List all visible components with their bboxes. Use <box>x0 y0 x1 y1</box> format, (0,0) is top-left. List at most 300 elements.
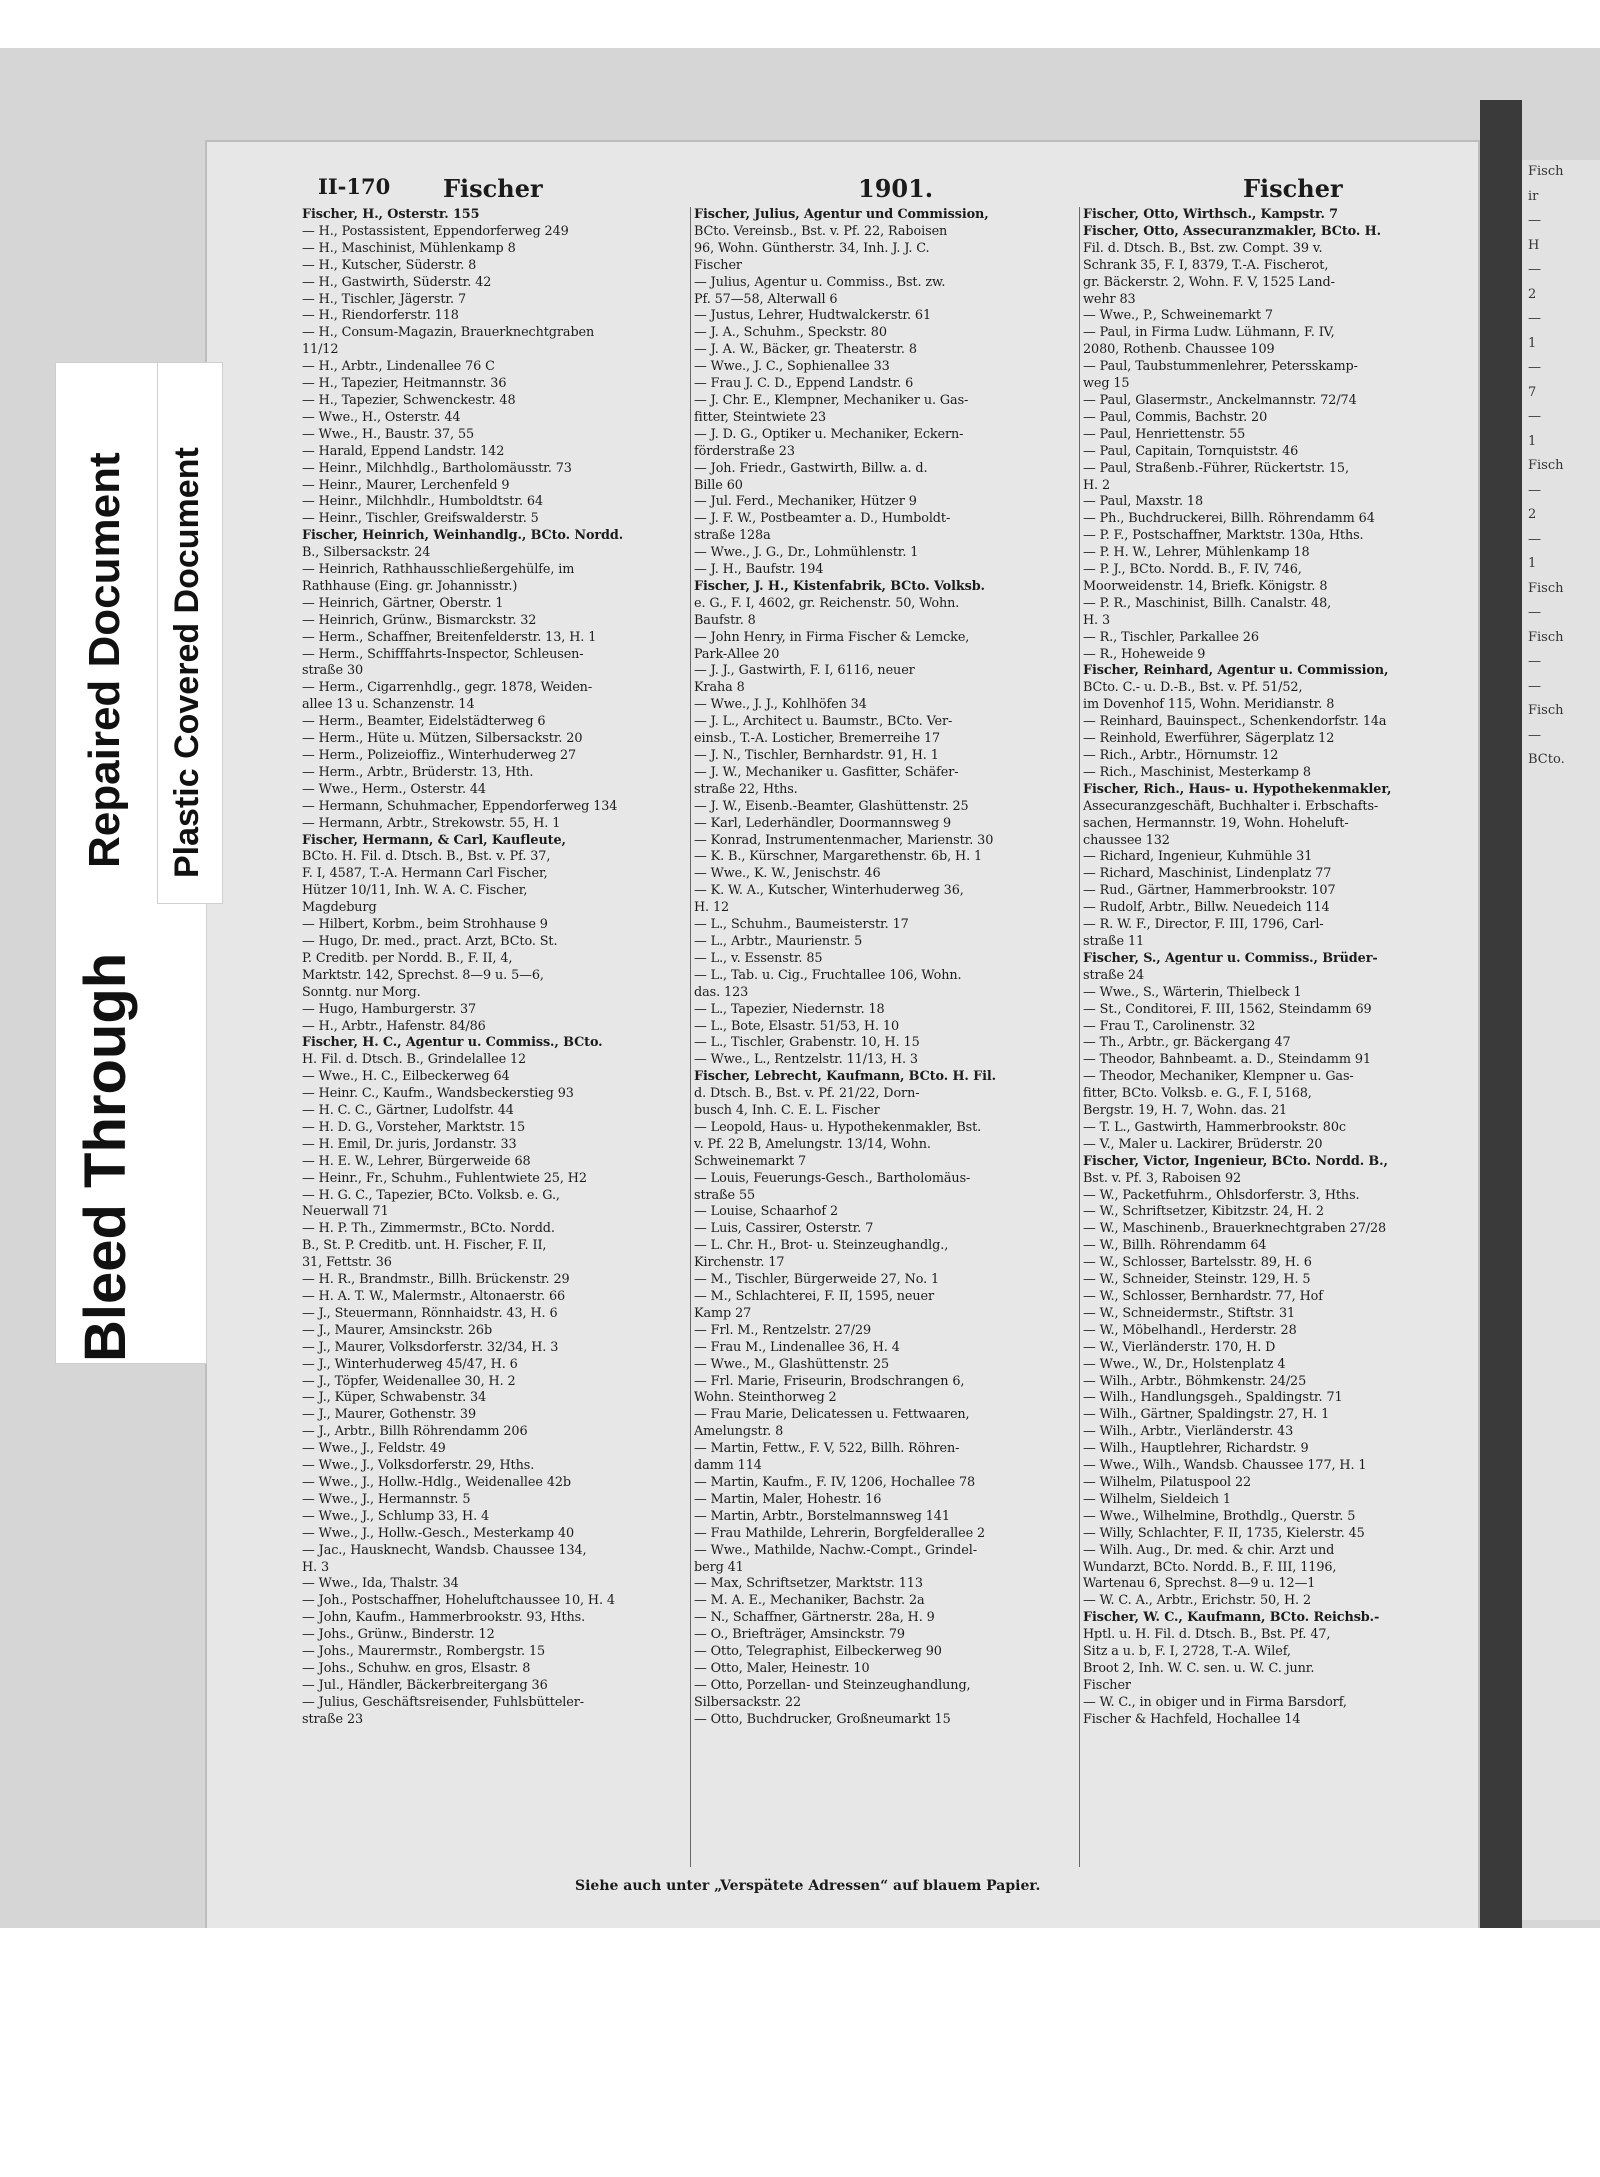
directory-entry: — Reinhold, Ewerführer, Sägerplatz 12 <box>1083 731 1335 747</box>
directory-entry: — Heinr., Maurer, Lerchenfeld 9 <box>302 477 510 493</box>
directory-entry: Fischer, Otto, Assecuranzmakler, BCto. H. <box>1083 223 1381 239</box>
directory-entry: — Wwe., K. W., Jenischstr. 46 <box>694 866 881 882</box>
directory-entry: Fischer, Heinrich, Weinhandlg., BCto. Nordd. <box>302 528 624 544</box>
directory-entry: Silbersackstr. 22 <box>694 1694 802 1710</box>
directory-entry: — H. P. Th., Zimmermstr., BCto. Nordd. <box>302 1221 555 1237</box>
directory-entry: berg 41 <box>694 1559 744 1575</box>
directory-entry: — Wwe., M., Glashüttenstr. 25 <box>694 1356 890 1372</box>
directory-entry: Neuerwall 71 <box>302 1204 389 1220</box>
directory-entry: H. 3 <box>1083 612 1111 628</box>
directory-entry: — Martin, Arbtr., Borstelmannsweg 141 <box>694 1508 950 1524</box>
directory-entry: — W., Maschinenb., Brauerknechtgraben 27/28 <box>1083 1221 1387 1237</box>
repaired-document-label: Repaired Document <box>80 452 129 868</box>
footer-note: Siehe auch unter „Verspätete Adressen“ auf blauem Papier. <box>575 1878 1041 1894</box>
next-page-fragment: — <box>1528 360 1541 375</box>
directory-entry: F. I, 4587, T.-A. Hermann Carl Fischer, <box>302 866 548 882</box>
directory-entry: — Johs., Schuhw. en gros, Elsastr. 8 <box>302 1660 531 1676</box>
next-page-fragment: Fisch <box>1528 164 1564 179</box>
next-page-fragment: 1 <box>1528 556 1537 571</box>
directory-entry: — O., Briefträger, Amsinckstr. 79 <box>694 1627 905 1643</box>
directory-entry: — Frl. M., Rentzelstr. 27/29 <box>694 1322 872 1338</box>
directory-entry: — Ph., Buchdruckerei, Billh. Röhrendamm 64 <box>1083 511 1375 527</box>
directory-entry: Fischer, W. C., Kaufmann, BCto. Reichsb.- <box>1083 1610 1380 1626</box>
directory-entry: — H. R., Brandmstr., Billh. Brückenstr. 29 <box>302 1272 570 1288</box>
header-right-name: Fischer <box>1243 174 1343 203</box>
directory-entry: — W., Schlosser, Bartelsstr. 89, H. 6 <box>1083 1255 1312 1271</box>
page-number: II-170 <box>318 174 391 199</box>
directory-entry: — Paul, Straßenb.-Führer, Rückertstr. 15, <box>1083 460 1349 476</box>
directory-entry: — Wwe., H., Osterstr. 44 <box>302 409 461 425</box>
directory-entry: — Rudolf, Arbtr., Billw. Neuedeich 114 <box>1083 900 1330 916</box>
directory-entry: — T. L., Gastwirth, Hammerbrookstr. 80c <box>1083 1119 1346 1135</box>
directory-entry: — Wilh., Hauptlehrer, Richardstr. 9 <box>1083 1441 1309 1457</box>
next-page-fragment: — <box>1528 605 1541 620</box>
directory-entry: — Wwe., Wilhelmine, Brothdlg., Querstr. 5 <box>1083 1508 1356 1524</box>
header-left-name: Fischer <box>443 174 543 203</box>
directory-entry: — Wwe., J., Hollw.-Hdlg., Weidenallee 42b <box>302 1474 571 1490</box>
directory-entry: Fischer & Hachfeld, Hochallee 14 <box>1083 1711 1301 1727</box>
directory-entry: Fischer, H., Osterstr. 155 <box>302 207 480 222</box>
directory-entry: — P. F., Postschaffner, Marktstr. 130a, Hths. <box>1083 528 1364 544</box>
directory-entry: — H. G. C., Tapezier, BCto. Volksb. e. G., <box>302 1187 560 1203</box>
directory-entry: chaussee 132 <box>1083 832 1170 848</box>
directory-entry: — Herm., Schifffahrts-Inspector, Schleusen- <box>302 646 584 662</box>
next-page-fragment: BCto. <box>1528 752 1565 767</box>
directory-entry: — Herm., Schaffner, Breitenfelderstr. 13, H. 1 <box>302 629 597 645</box>
directory-entry: — H., Postassistent, Eppendorferweg 249 <box>302 223 569 239</box>
directory-entry: — J. A., Schuhm., Speckstr. 80 <box>694 325 887 341</box>
directory-entry: — Wwe., S., Wärterin, Thielbeck 1 <box>1083 984 1302 1000</box>
directory-entry: — Paul, Glasermstr., Anckelmannstr. 72/74 <box>1083 392 1357 408</box>
directory-entry: Sitz a u. b, F. I, 2728, T.-A. Wilef, <box>1083 1644 1291 1660</box>
directory-entry: — Herm., Arbtr., Brüderstr. 13, Hth. <box>302 764 534 780</box>
directory-entry: — Otto, Telegraphist, Eilbeckerweg 90 <box>694 1644 942 1660</box>
directory-entry: — Martin, Kaufm., F. IV, 1206, Hochallee 78 <box>694 1474 976 1490</box>
header-year: 1901. <box>858 174 934 203</box>
directory-entry: Fischer, Lebrecht, Kaufmann, BCto. H. Fil. <box>694 1069 997 1085</box>
directory-entry: — H., Maschinist, Mühlenkamp 8 <box>302 240 516 256</box>
directory-entry: — Herm., Polizeioffiz., Winterhuderweg 27 <box>302 748 577 763</box>
directory-entry: — W. C., in obiger und in Firma Barsdorf, <box>1083 1694 1347 1710</box>
book-gutter <box>1480 100 1522 1928</box>
directory-entry: H. 12 <box>694 900 730 916</box>
directory-entry: — St., Conditorei, F. III, 1562, Steindamm 69 <box>1083 1001 1372 1017</box>
next-page-fragment: — <box>1528 262 1541 277</box>
directory-entry: — Frl. Marie, Friseurin, Brodschrangen 6, <box>694 1373 965 1389</box>
directory-entry: — W., Vierländerstr. 170, H. D <box>1083 1339 1276 1355</box>
directory-entry: — W., Packetfuhrm., Ohlsdorferstr. 3, Hths. <box>1083 1187 1360 1203</box>
directory-entry: förderstraße 23 <box>694 443 795 459</box>
directory-entry: H. Fil. d. Dtsch. B., Grindelallee 12 <box>302 1052 527 1068</box>
directory-entry: — J., Maurer, Gothenstr. 39 <box>302 1407 476 1423</box>
directory-entry: im Dovenhof 115, Wohn. Meridianstr. 8 <box>1083 697 1335 713</box>
directory-entry: — Rich., Arbtr., Hörnumstr. 12 <box>1083 748 1279 763</box>
directory-entry: — J. J., Gastwirth, F. I, 6116, neuer <box>694 663 915 679</box>
directory-entry: — J. W., Eisenb.-Beamter, Glashüttenstr. 25 <box>694 798 969 814</box>
directory-entry: v. Pf. 22 B, Amelungstr. 13/14, Wohn. <box>694 1136 931 1152</box>
directory-entry: Marktstr. 142, Sprechst. 8—9 u. 5—6, <box>302 967 544 983</box>
directory-entry: — Jul., Händler, Bäckerbreitergang 36 <box>302 1677 548 1693</box>
directory-entry: Fischer, Hermann, & Carl, Kaufleute, <box>302 832 566 848</box>
directory-entry: weg 15 <box>1083 376 1130 392</box>
directory-entry: — L., Tischler, Grabenstr. 10, H. 15 <box>694 1035 920 1051</box>
directory-entry: Assecuranzgeschäft, Buchhalter i. Erbschafts- <box>1083 798 1379 814</box>
directory-entry: — H. E. W., Lehrer, Bürgerweide 68 <box>302 1153 531 1169</box>
directory-entry: — J. F. W., Postbeamter a. D., Humboldt- <box>694 511 951 527</box>
directory-entry: — Otto, Maler, Heinestr. 10 <box>694 1660 870 1676</box>
directory-entry: — Martin, Fettw., F. V, 522, Billh. Röhren- <box>694 1441 960 1457</box>
directory-entry: — L., Tapezier, Niedernstr. 18 <box>694 1001 885 1017</box>
directory-entry: — Wilh., Arbtr., Böhmkenstr. 24/25 <box>1083 1373 1307 1389</box>
directory-entry: — Hermann, Schuhmacher, Eppendorferweg 134 <box>302 798 618 814</box>
next-page-fragment: — <box>1528 654 1541 669</box>
directory-entry: Bergstr. 19, H. 7, Wohn. das. 21 <box>1083 1103 1288 1119</box>
directory-entry: — Heinrich, Grünw., Bismarckstr. 32 <box>302 612 537 628</box>
directory-entry: 11/12 <box>302 342 339 358</box>
directory-entry: — Rich., Maschinist, Mesterkamp 8 <box>1083 764 1311 780</box>
directory-entry: — W., Möbelhandl., Herderstr. 28 <box>1083 1322 1297 1338</box>
directory-entry: — Theodor, Bahnbeamt. a. D., Steindamm 91 <box>1083 1052 1371 1068</box>
directory-entry: — Wwe., H. C., Eilbeckerweg 64 <box>302 1069 510 1085</box>
directory-entry: Wohn. Steinthorweg 2 <box>694 1390 837 1406</box>
directory-entry: — L., Bote, Elsastr. 51/53, H. 10 <box>694 1018 900 1034</box>
directory-entry: — Frau Marie, Delicatessen u. Fettwaaren, <box>694 1407 970 1423</box>
directory-entry: straße 24 <box>1083 967 1145 983</box>
page-header <box>318 174 1438 204</box>
directory-entry: — Louise, Schaarhof 2 <box>694 1204 839 1220</box>
next-page-fragment: — <box>1528 409 1541 424</box>
directory-entry: — Karl, Lederhändler, Doormannsweg 9 <box>694 815 952 831</box>
directory-entry: — Paul, Capitain, Tornquiststr. 46 <box>1083 443 1299 459</box>
directory-entry: 31, Fettstr. 36 <box>302 1255 392 1271</box>
directory-entry: fitter, BCto. Volksb. e. G., F. I, 5168, <box>1083 1086 1312 1102</box>
directory-entry: B., St. P. Creditb. unt. H. Fischer, F. II, <box>302 1238 547 1254</box>
directory-entry: Fischer, Reinhard, Agentur u. Commission, <box>1083 663 1389 679</box>
directory-entry: BCto. C.- u. D.-B., Bst. v. Pf. 51/52, <box>1083 680 1303 696</box>
directory-entry: Kraha 8 <box>694 680 745 696</box>
next-page-fragment: H <box>1528 237 1540 253</box>
directory-entry: — W., Schlosser, Bernhardstr. 77, Hof <box>1083 1289 1323 1304</box>
directory-entry: Moorweidenstr. 14, Briefk. Königstr. 8 <box>1083 578 1328 594</box>
directory-entry: — Hugo, Hamburgerstr. 37 <box>302 1001 477 1017</box>
directory-entry: 96, Wohn. Güntherstr. 34, Inh. J. J. C. <box>694 240 930 256</box>
directory-entry: e. G., F. I, 4602, gr. Reichenstr. 50, Wohn. <box>694 595 960 611</box>
directory-entry: — Wwe., Wilh., Wandsb. Chaussee 177, H. 1 <box>1083 1458 1367 1474</box>
next-page-fragment: 1 <box>1528 335 1537 351</box>
next-page-fragment: — <box>1528 678 1541 694</box>
directory-entry: — Herm., Cigarrenhdlg., gegr. 1878, Weiden- <box>302 680 593 696</box>
next-page-fragment: Fisch <box>1528 703 1564 718</box>
directory-entry: — Julius, Agentur u. Commiss., Bst. zw. <box>694 274 946 290</box>
directory-entry: Fischer <box>694 257 742 273</box>
column-divider <box>690 207 691 1867</box>
directory-entry: sachen, Hermannstr. 19, Wohn. Hoheluft- <box>1083 815 1349 831</box>
directory-entry: — Paul, in Firma Ludw. Lühmann, F. IV, <box>1083 325 1335 341</box>
directory-entry: — Reinhard, Bauinspect., Schenkendorfstr. 14a <box>1083 714 1387 730</box>
directory-entry: — L. Chr. H., Brot- u. Steinzeughandlg., <box>694 1238 949 1254</box>
directory-entry: — Harald, Eppend Landstr. 142 <box>302 443 505 459</box>
directory-entry: — Max, Schriftsetzer, Marktstr. 113 <box>694 1576 923 1592</box>
directory-entry: — L., Tab. u. Cig., Fruchtallee 106, Wohn. <box>694 967 962 983</box>
directory-entry: — H., Tischler, Jägerstr. 7 <box>302 291 466 307</box>
directory-entry: — Heinr., Fr., Schuhm., Fuhlentwiete 25, H2 <box>302 1170 587 1186</box>
directory-entry: allee 13 u. Schanzenstr. 14 <box>302 697 475 713</box>
scan-margin <box>0 1928 1600 2177</box>
next-page-fragment: 2 <box>1528 286 1537 302</box>
directory-entry: — W., Schneidermstr., Stiftstr. 31 <box>1083 1305 1296 1321</box>
directory-entry: — Luis, Cassirer, Osterstr. 7 <box>694 1221 874 1237</box>
directory-entry: — P. H. W., Lehrer, Mühlenkamp 18 <box>1083 545 1310 561</box>
directory-entry: BCto. H. Fil. d. Dtsch. B., Bst. v. Pf. 37, <box>302 849 551 865</box>
directory-entry: Fischer, Otto, Wirthsch., Kampstr. 7 <box>1083 207 1338 222</box>
directory-entry: — Johs., Grünw., Binderstr. 12 <box>302 1627 495 1643</box>
directory-entry: straße 11 <box>1083 933 1145 949</box>
directory-entry: Bille 60 <box>694 477 743 493</box>
directory-entry: — W., Billh. Röhrendamm 64 <box>1083 1238 1267 1254</box>
directory-entry: Wundarzt, BCto. Nordd. B., F. III, 1196, <box>1083 1559 1337 1575</box>
directory-entry: Schweinemarkt 7 <box>694 1153 807 1169</box>
directory-entry: — John, Kaufm., Hammerbrookstr. 93, Hths. <box>302 1610 586 1626</box>
directory-entry: Fischer, Rich., Haus- u. Hypothekenmakler, <box>1083 781 1392 797</box>
directory-entry: — R., Tischler, Parkallee 26 <box>1083 629 1259 645</box>
directory-entry: Fischer, J. H., Kistenfabrik, BCto. Volksb. <box>694 578 985 594</box>
directory-entry: — L., Schuhm., Baumeisterstr. 17 <box>694 917 909 933</box>
directory-entry: — Jac., Hausknecht, Wandsb. Chaussee 134, <box>302 1542 587 1558</box>
directory-entry: Pf. 57—58, Alterwall 6 <box>694 291 838 307</box>
next-page-fragment: 1 <box>1528 433 1537 449</box>
directory-entry: — J. H., Baufstr. 194 <box>694 562 824 578</box>
directory-entry: — Justus, Lehrer, Hudtwalckerstr. 61 <box>694 308 932 324</box>
directory-entry: — H. D. G., Vorsteher, Marktstr. 15 <box>302 1119 525 1135</box>
directory-entry: Hptl. u. H. Fil. d. Dtsch. B., Bst. Pf. 47, <box>1083 1627 1331 1643</box>
directory-entry: — Wwe., J. J., Kohlhöfen 34 <box>694 697 867 713</box>
directory-entry: Fischer, H. C., Agentur u. Commiss., BCto. <box>302 1035 603 1051</box>
directory-entry: — Frau Mathilde, Lehrerin, Borgfelderallee 2 <box>694 1525 986 1541</box>
directory-entry: — Willy, Schlachter, F. II, 1735, Kielerstr. 45 <box>1083 1525 1365 1541</box>
directory-entry: — Wwe., J., Hermannstr. 5 <box>302 1491 471 1507</box>
directory-entry: Amelungstr. 8 <box>694 1424 784 1440</box>
directory-entry: — Heinr., Tischler, Greifswalderstr. 5 <box>302 511 539 527</box>
directory-entry: BCto. Vereinsb., Bst. v. Pf. 22, Raboisen <box>694 223 948 239</box>
next-page-fragment: — <box>1528 482 1541 498</box>
directory-entry: gr. Bäckerstr. 2, Wohn. F. V, 1525 Land- <box>1083 274 1335 290</box>
directory-entry: Kamp 27 <box>694 1305 752 1321</box>
directory-entry: d. Dtsch. B., Bst. v. Pf. 21/22, Dorn- <box>694 1086 920 1102</box>
directory-entry: — H., Tapezier, Schwenckestr. 48 <box>302 392 516 408</box>
directory-entry: — Julius, Geschäftsreisender, Fuhlsbütteler- <box>302 1694 585 1710</box>
directory-entry: — Paul, Commis, Bachstr. 20 <box>1083 409 1268 425</box>
directory-entry: Baufstr. 8 <box>694 612 756 628</box>
directory-entry: — J. L., Architect u. Baumstr., BCto. Ver- <box>694 714 953 730</box>
directory-entry: fitter, Steintwiete 23 <box>694 409 826 425</box>
column-3 <box>1083 207 1465 1729</box>
directory-entry: — J., Winterhuderweg 45/47, H. 6 <box>302 1356 518 1372</box>
directory-entry: — Wilh., Arbtr., Vierländerstr. 43 <box>1083 1424 1294 1440</box>
next-page-fragment: — <box>1528 727 1541 743</box>
directory-entry: — W., Schneider, Steinstr. 129, H. 5 <box>1083 1272 1311 1288</box>
directory-entry: — Wwe., J., Feldstr. 49 <box>302 1441 446 1457</box>
directory-entry: — J., Maurer, Volksdorferstr. 32/34, H. 3 <box>302 1339 559 1355</box>
directory-entry: — Heinrich, Rathhausschließergehülfe, im <box>302 562 575 578</box>
directory-entry: straße 55 <box>694 1187 756 1203</box>
directory-entry: — J., Küper, Schwabenstr. 34 <box>302 1390 487 1406</box>
directory-entry: — Heinr., Milchhdlg., Bartholomäusstr. 73 <box>302 460 572 476</box>
directory-entry: — John Henry, in Firma Fischer & Lemcke, <box>694 629 970 645</box>
directory-entry: — J., Maurer, Amsinckstr. 26b <box>302 1322 493 1338</box>
directory-entry: — J. N., Tischler, Bernhardstr. 91, H. 1 <box>694 748 939 763</box>
directory-entry: — Richard, Maschinist, Lindenplatz 77 <box>1083 866 1332 882</box>
directory-entry: — P. R., Maschinist, Billh. Canalstr. 48, <box>1083 595 1332 611</box>
directory-entry: — Wwe., J. C., Sophienallee 33 <box>694 359 890 375</box>
directory-entry: — Konrad, Instrumentenmacher, Marienstr. 30 <box>694 832 994 848</box>
directory-entry: — P. J., BCto. Nordd. B., F. IV, 746, <box>1083 562 1302 578</box>
directory-entry: — J. Chr. E., Klempner, Mechaniker u. Gas- <box>694 392 969 408</box>
next-page-fragment: Fisch <box>1528 458 1564 473</box>
plastic-covered-label: Plastic Covered Document <box>168 447 206 878</box>
directory-entry: straße 30 <box>302 663 364 679</box>
directory-entry: — Paul, Henriettenstr. 55 <box>1083 426 1246 442</box>
directory-entry: — Wwe., Herm., Osterstr. 44 <box>302 781 486 797</box>
directory-entry: — V., Maler u. Lackirer, Brüderstr. 20 <box>1083 1136 1323 1152</box>
directory-entry: Fischer, Julius, Agentur und Commission, <box>694 207 989 222</box>
directory-entry: — J., Arbtr., Billh Röhrendamm 206 <box>302 1424 528 1440</box>
directory-entry: — Otto, Porzellan- und Steinzeughandlung, <box>694 1677 971 1693</box>
directory-entry: Fischer <box>1083 1677 1131 1693</box>
directory-entry: — Frau J. C. D., Eppend Landstr. 6 <box>694 376 914 392</box>
next-page-fragment: Fisch <box>1528 629 1564 645</box>
directory-entry: — Hugo, Dr. med., pract. Arzt, BCto. St. <box>302 933 558 949</box>
directory-entry: — Johs., Maurermstr., Rombergstr. 15 <box>302 1644 546 1660</box>
next-page-fragment: 2 <box>1528 507 1537 522</box>
bleed-through-label: Bleed Through <box>73 952 138 1362</box>
directory-entry: straße 23 <box>302 1711 364 1727</box>
next-page-fragment: 7 <box>1528 384 1537 400</box>
directory-entry: Broot 2, Inh. W. C. sen. u. W. C. junr. <box>1083 1660 1315 1676</box>
directory-entry: — H. A. T. W., Malermstr., Altonaerstr. 66 <box>302 1289 566 1304</box>
directory-entry: — Wwe., P., Schweinemarkt 7 <box>1083 308 1273 324</box>
directory-entry: wehr 83 <box>1083 291 1136 307</box>
directory-entry: Kirchenstr. 17 <box>694 1255 785 1271</box>
directory-entry: — W., Schriftsetzer, Kibitzstr. 24, H. 2 <box>1083 1204 1324 1220</box>
directory-entry: — H., Consum-Magazin, Brauerknechtgraben <box>302 325 595 341</box>
directory-entry: Hützer 10/11, Inh. W. A. C. Fischer, <box>302 883 528 899</box>
directory-entry: Bst. v. Pf. 3, Raboisen 92 <box>1083 1170 1242 1186</box>
directory-entry: — Wwe., W., Dr., Holstenplatz 4 <box>1083 1356 1286 1372</box>
directory-entry: einsb., T.-A. Losticher, Bremerreihe 17 <box>694 731 941 747</box>
directory-entry: straße 128a <box>694 528 771 544</box>
directory-entry: — Heinrich, Gärtner, Oberstr. 1 <box>302 595 504 611</box>
directory-entry: das. 123 <box>694 984 749 1000</box>
directory-entry: — Frau M., Lindenallee 36, H. 4 <box>694 1339 900 1355</box>
directory-entry: damm 114 <box>694 1458 762 1474</box>
directory-entry: H. 3 <box>302 1559 330 1575</box>
directory-entry: — Hilbert, Korbm., beim Strohhause 9 <box>302 917 548 933</box>
directory-entry: — W. C. A., Arbtr., Erichstr. 50, H. 2 <box>1083 1593 1312 1609</box>
directory-entry: — Martin, Maler, Hohestr. 16 <box>694 1491 882 1507</box>
next-page-fragment: ir <box>1528 188 1539 204</box>
directory-entry: — Paul, Maxstr. 18 <box>1083 494 1203 510</box>
directory-entry: — Wilh., Gärtner, Spaldingstr. 27, H. 1 <box>1083 1407 1330 1423</box>
directory-entry: — Wilhelm, Sieldeich 1 <box>1083 1491 1231 1507</box>
directory-entry: — M. A. E., Mechaniker, Bachstr. 2a <box>694 1593 925 1609</box>
directory-entry: — Joh., Postschaffner, Hoheluftchaussee 10, H. 4 <box>302 1593 615 1609</box>
directory-entry: — H. Emil, Dr. juris, Jordanstr. 33 <box>302 1136 517 1152</box>
directory-entry: — Th., Arbtr., gr. Bäckergang 47 <box>1083 1035 1291 1051</box>
directory-entry: Magdeburg <box>302 900 377 916</box>
directory-entry: — J. D. G., Optiker u. Mechaniker, Eckern- <box>694 426 964 442</box>
directory-entry: — Wwe., J., Schlump 33, H. 4 <box>302 1508 490 1524</box>
directory-entry: — H., Tapezier, Heitmannstr. 36 <box>302 376 507 392</box>
directory-entry: Fischer, Victor, Ingenieur, BCto. Nordd. B., <box>1083 1153 1388 1169</box>
directory-entry: — Wwe., J. G., Dr., Lohmühlenstr. 1 <box>694 545 919 561</box>
directory-entry: — Theodor, Mechaniker, Klempner u. Gas- <box>1083 1069 1354 1085</box>
directory-entry: — Wwe., J., Hollw.-Gesch., Mesterkamp 40 <box>302 1525 575 1541</box>
next-page-edge <box>1522 160 1600 1920</box>
directory-entry: Park-Allee 20 <box>694 646 780 662</box>
directory-entry: — J. A. W., Bäcker, gr. Theaterstr. 8 <box>694 342 917 358</box>
directory-entry: — Richard, Ingenieur, Kuhmühle 31 <box>1083 849 1313 865</box>
directory-entry: — Jul. Ferd., Mechaniker, Hützer 9 <box>694 494 917 510</box>
directory-entry: — H., Arbtr., Hafenstr. 84/86 <box>302 1018 486 1034</box>
directory-entry: — Joh. Friedr., Gastwirth, Billw. a. d. <box>694 460 928 476</box>
directory-entry: — J. W., Mechaniker u. Gasfitter, Schäfer- <box>694 764 959 780</box>
next-page-fragment: — <box>1528 531 1541 547</box>
directory-entry: P. Creditb. per Nordd. B., F. II, 4, <box>302 950 513 966</box>
directory-entry: — R., Hoheweide 9 <box>1083 646 1206 662</box>
directory-entry: — Heinr., Milchhdlr., Humboldtstr. 64 <box>302 494 543 510</box>
directory-entry: — Herm., Hüte u. Mützen, Silbersackstr. 20 <box>302 731 583 747</box>
directory-entry: straße 22, Hths. <box>694 781 798 797</box>
column-1 <box>302 207 684 1729</box>
directory-entry: — Wilh. Aug., Dr. med. & chir. Arzt und <box>1083 1542 1335 1558</box>
directory-entry: — Wwe., H., Baustr. 37, 55 <box>302 426 475 442</box>
directory-entry: — K. W. A., Kutscher, Winterhuderweg 36, <box>694 883 964 899</box>
directory-entry: Wartenau 6, Sprechst. 8—9 u. 12—1 <box>1083 1576 1316 1592</box>
directory-entry: H. 2 <box>1083 477 1111 493</box>
directory-entry: — Paul, Taubstummenlehrer, Petersskamp- <box>1083 359 1358 375</box>
directory-entry: — Hermann, Arbtr., Strekowstr. 55, H. 1 <box>302 815 561 831</box>
directory-entry: — Wilhelm, Pilatuspool 22 <box>1083 1474 1252 1490</box>
directory-entry: — Otto, Buchdrucker, Großneumarkt 15 <box>694 1711 951 1727</box>
directory-entry: — K. B., Kürschner, Margarethenstr. 6b, H. 1 <box>694 849 983 865</box>
column-2 <box>694 207 1076 1729</box>
directory-entry: B., Silbersackstr. 24 <box>302 545 431 561</box>
directory-entry: Rathhause (Eing. gr. Johannisstr.) <box>302 578 518 594</box>
directory-entry: Fischer, S., Agentur u. Commiss., Brüder- <box>1083 950 1378 966</box>
directory-entry: — Louis, Feuerungs-Gesch., Bartholomäus- <box>694 1170 971 1186</box>
directory-entry: Fil. d. Dtsch. B., Bst. zw. Compt. 39 v. <box>1083 240 1323 256</box>
directory-entry: — Wwe., L., Rentzelstr. 11/13, H. 3 <box>694 1052 918 1068</box>
directory-entry: — R. W. F., Director, F. III, 1796, Carl- <box>1083 917 1324 933</box>
directory-entry: — Wwe., J., Volksdorferstr. 29, Hths. <box>302 1458 535 1474</box>
directory-entry: 2080, Rothenb. Chaussee 109 <box>1083 342 1275 358</box>
column-divider <box>1079 207 1080 1867</box>
directory-entry: Schrank 35, F. I, 8379, T.-A. Fischerot, <box>1083 257 1329 273</box>
directory-entry: — M., Tischler, Bürgerweide 27, No. 1 <box>694 1272 940 1288</box>
directory-entry: — Leopold, Haus- u. Hypothekenmakler, Bst. <box>694 1119 982 1135</box>
directory-entry: — Heinr. C., Kaufm., Wandsbeckerstieg 93 <box>302 1086 574 1102</box>
next-page-fragment: Fisch <box>1528 580 1564 596</box>
next-page-fragment: — <box>1528 213 1541 228</box>
directory-entry: — Wilh., Handlungsgeh., Spaldingstr. 71 <box>1083 1390 1343 1406</box>
directory-entry: — H. C. C., Gärtner, Ludolfstr. 44 <box>302 1103 514 1119</box>
directory-entry: — L., Arbtr., Maurienstr. 5 <box>694 933 863 949</box>
directory-entry: — H., Kutscher, Süderstr. 8 <box>302 257 477 273</box>
directory-entry: — M., Schlachterei, F. II, 1595, neuer <box>694 1289 935 1304</box>
directory-entry: — J., Töpfer, Weidenallee 30, H. 2 <box>302 1373 516 1389</box>
directory-entry: — Rud., Gärtner, Hammerbrookstr. 107 <box>1083 883 1336 899</box>
directory-entry: — H., Arbtr., Lindenallee 76 C <box>302 359 495 375</box>
